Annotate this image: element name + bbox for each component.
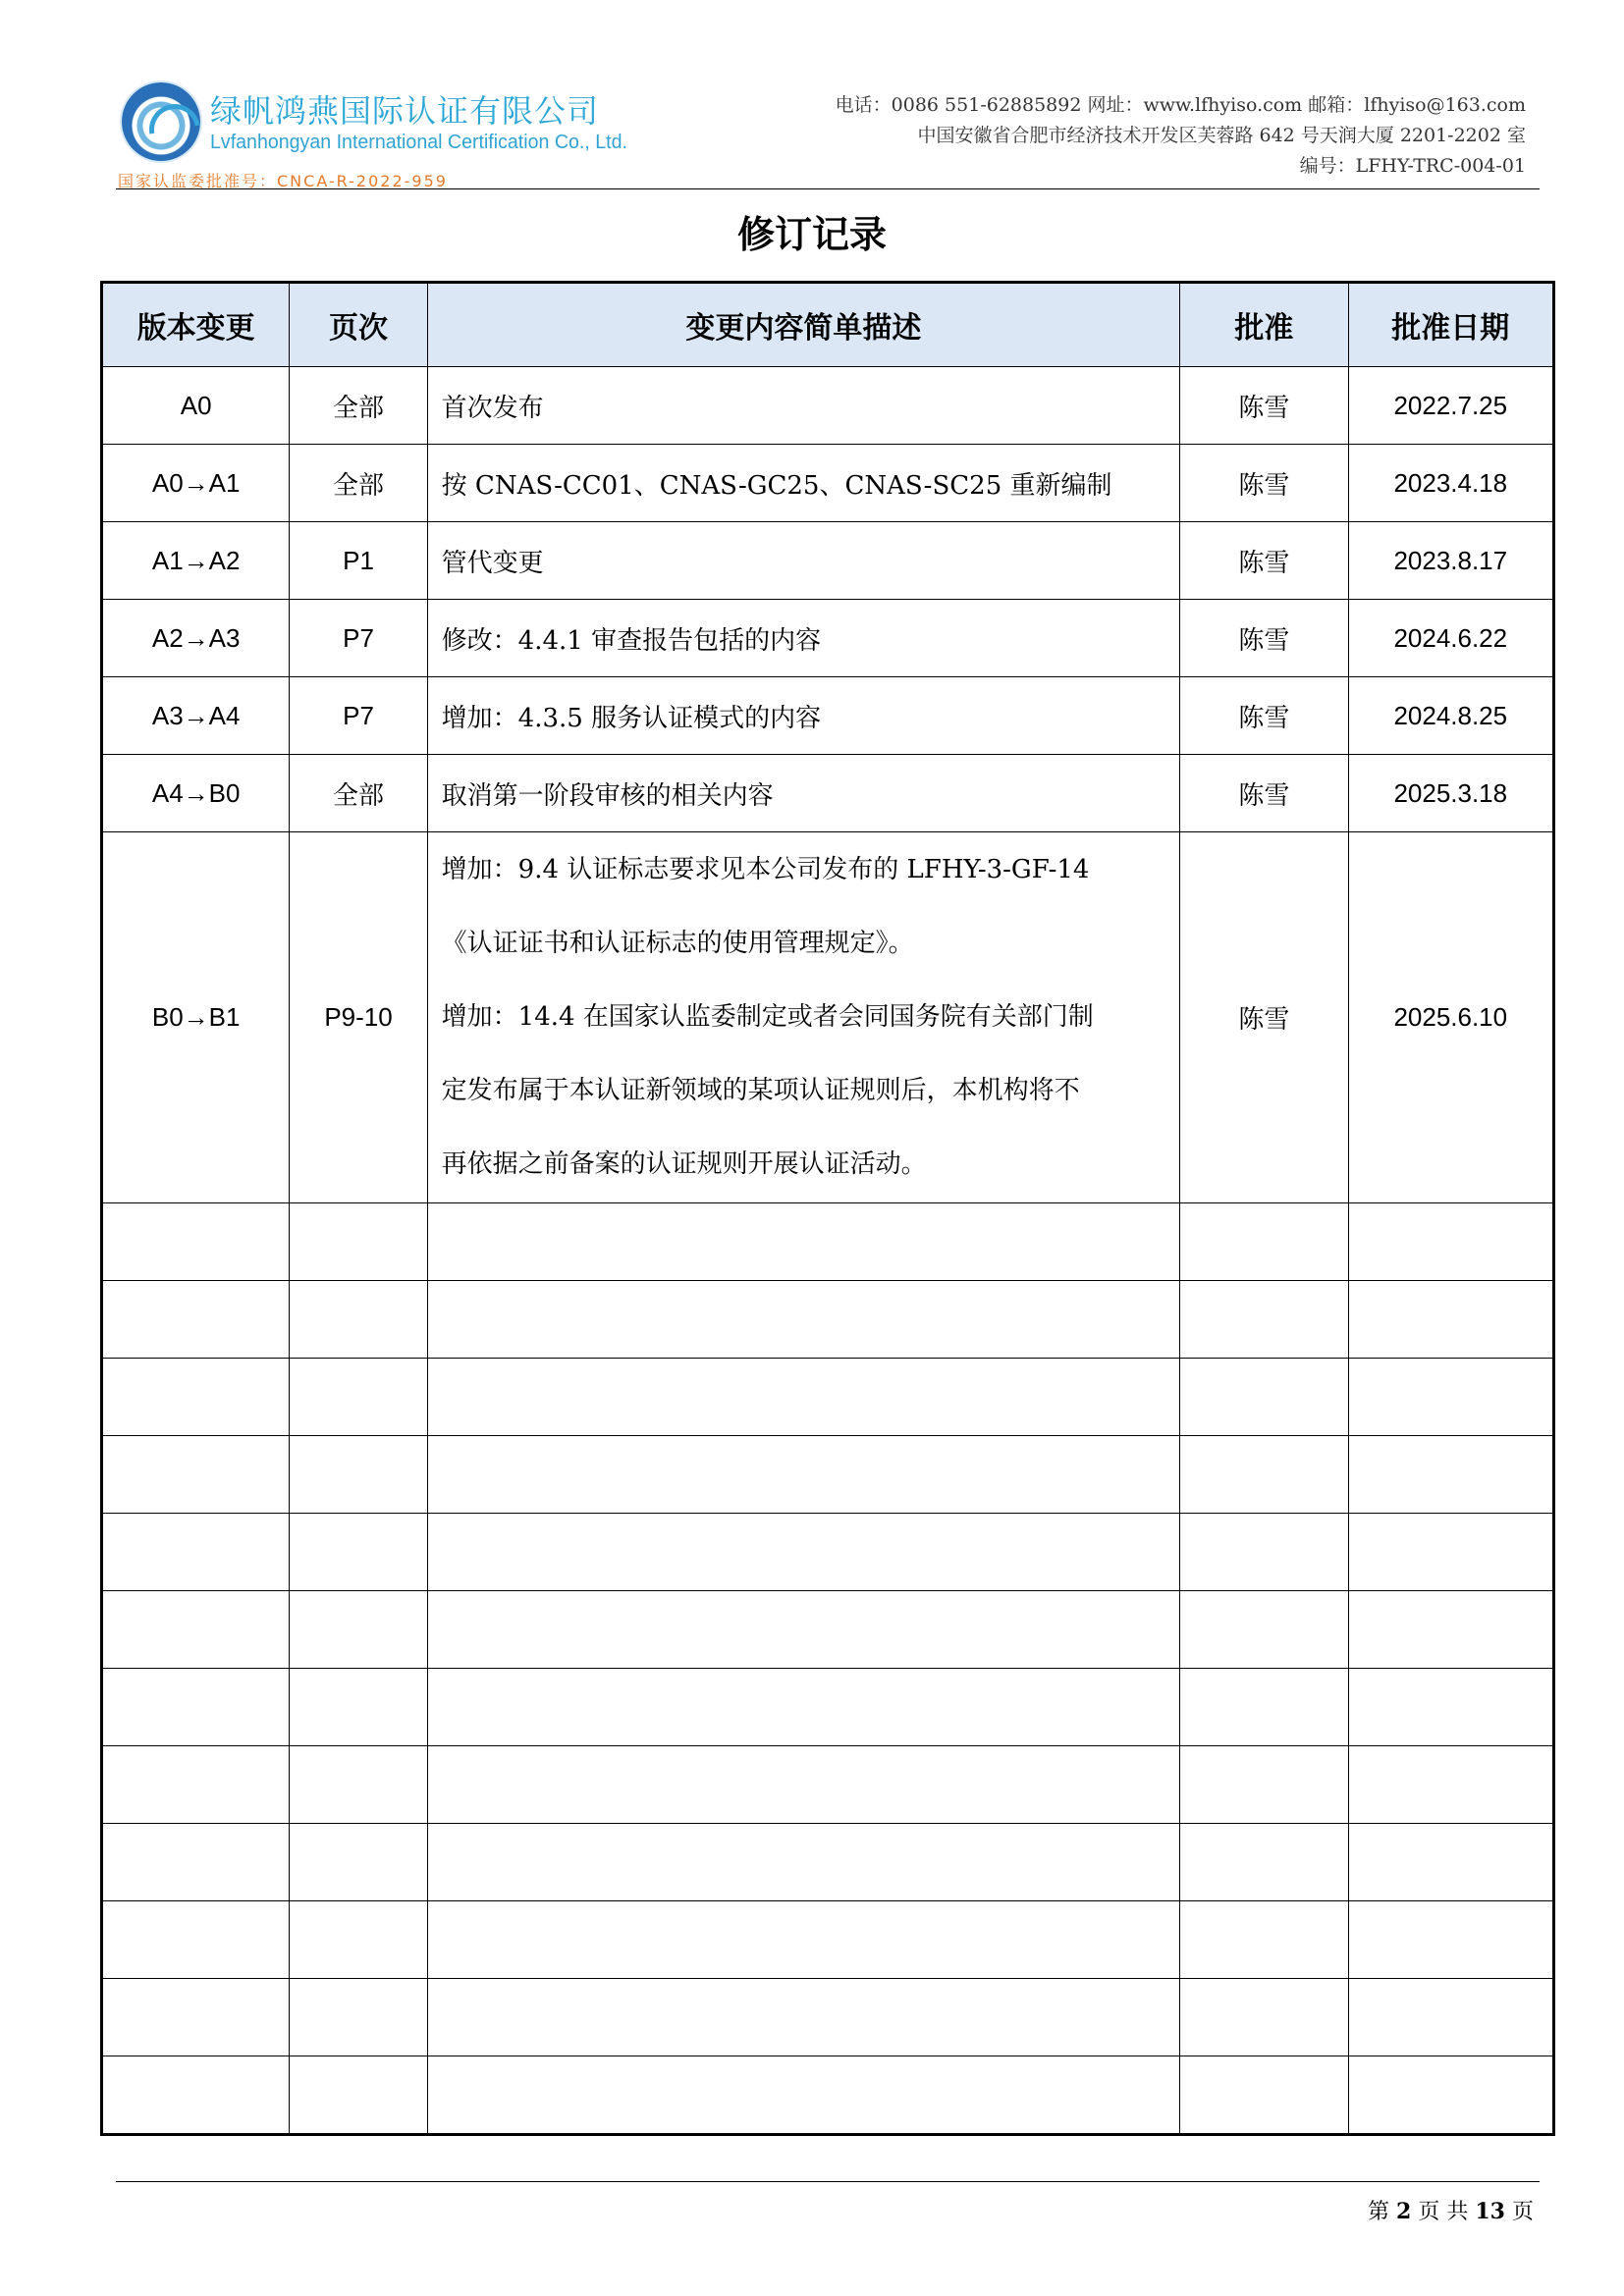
empty-row	[102, 1436, 1554, 1514]
description-line: 增加：14.4 在国家认监委制定或者会同国务院有关部门制	[441, 1002, 1094, 1032]
cell-version: A4→B0	[102, 755, 290, 832]
cell-date: 2022.7.25	[1348, 367, 1553, 445]
table-row	[102, 367, 1554, 445]
cell-version: A1→A2	[102, 522, 290, 600]
header-page: 页次	[290, 283, 427, 367]
cell-description: 按 CNAS-CC01、CNAS-GC25、CNAS-SC25 重新编制	[427, 445, 1180, 522]
cell-approver: 陈雪	[1180, 832, 1348, 1203]
company-logo	[116, 75, 627, 190]
description-line: 定发布属于本认证新领域的某项认证规则后，本机构将不	[441, 1076, 1080, 1105]
cell-date: 2025.6.10	[1348, 832, 1553, 1203]
document-code: 编号：LFHY-TRC-004-01	[1299, 155, 1526, 177]
cell-approver: 陈雪	[1180, 755, 1348, 832]
empty-row	[102, 1901, 1554, 1979]
company-name-en: Lvfanhongyan International Certification Co., Ltd.	[210, 132, 627, 153]
cell-page: P1	[290, 522, 427, 600]
cell-approver: 陈雪	[1180, 522, 1348, 600]
description-line: 再依据之前备案的认证规则开展认证活动。	[441, 1149, 927, 1179]
header-version: 版本变更	[102, 283, 290, 367]
approval-number: 国家认监委批准号：CNCA-R-2022-959	[118, 172, 448, 190]
cell-date: 2025.3.18	[1348, 755, 1553, 832]
empty-row	[102, 1359, 1554, 1436]
globe-emblem-icon	[122, 82, 200, 161]
description-line: 《认证证书和认证标志的使用管理规定》。	[441, 929, 914, 958]
cell-version: A0	[102, 367, 290, 445]
revision-table	[100, 281, 1555, 2136]
empty-row	[102, 1281, 1554, 1359]
cell-description: 首次发布	[427, 367, 1180, 445]
cell-date: 2023.8.17	[1348, 522, 1553, 600]
cell-version: A2→A3	[102, 600, 290, 677]
contact-block	[836, 90, 1526, 182]
contact-line-phone-web-email: 电话：0086 551-62885892 网址：www.lfhyiso.com 邮箱：lfhyiso@163.com	[835, 94, 1526, 116]
table-header-row	[102, 283, 1554, 367]
table-row-multiline	[102, 832, 1554, 1203]
current-page: 2	[1396, 2199, 1412, 2224]
cell-approver: 陈雪	[1180, 677, 1348, 755]
empty-row	[102, 1203, 1554, 1281]
header-divider	[116, 188, 1540, 189]
empty-row	[102, 1746, 1554, 1824]
header-approval-date: 批准日期	[1348, 283, 1553, 367]
cell-page: P9-10	[290, 832, 427, 1203]
cell-description: 增加：4.3.5 服务认证模式的内容	[427, 677, 1180, 755]
cell-page: P7	[290, 600, 427, 677]
header-approver: 批准	[1180, 283, 1348, 367]
page-suffix: 页	[1511, 2200, 1534, 2224]
page-middle: 页 共	[1418, 2200, 1469, 2224]
table-row	[102, 677, 1554, 755]
cell-page: P7	[290, 677, 427, 755]
empty-row	[102, 2056, 1554, 2135]
page-number	[1368, 2195, 1534, 2225]
table-row	[102, 445, 1554, 522]
empty-row	[102, 1514, 1554, 1591]
company-name-cn: 绿帆鸿燕国际认证有限公司	[210, 92, 600, 130]
cell-version: A3→A4	[102, 677, 290, 755]
table-row	[102, 522, 1554, 600]
description-line: 增加：9.4 认证标志要求见本公司发布的 LFHY-3-GF-14	[441, 855, 1090, 884]
cell-description	[427, 832, 1180, 1203]
cell-description: 管代变更	[427, 522, 1180, 600]
header-description: 变更内容简单描述	[427, 283, 1180, 367]
empty-row	[102, 1979, 1554, 2056]
cell-date: 2023.4.18	[1348, 445, 1553, 522]
cell-description: 修改：4.4.1 审查报告包括的内容	[427, 600, 1180, 677]
table-row	[102, 755, 1554, 832]
empty-row	[102, 1669, 1554, 1746]
cell-approver: 陈雪	[1180, 445, 1348, 522]
cell-page: 全部	[290, 755, 427, 832]
page-header	[116, 69, 1540, 190]
cell-date: 2024.6.22	[1348, 600, 1553, 677]
cell-approver: 陈雪	[1180, 367, 1348, 445]
contact-line-address: 中国安徽省合肥市经济技术开发区芙蓉路 642 号天润大厦 2201-2202 室	[917, 125, 1526, 146]
cell-date: 2024.8.25	[1348, 677, 1553, 755]
cell-approver: 陈雪	[1180, 600, 1348, 677]
cell-page: 全部	[290, 445, 427, 522]
cell-version: A0→A1	[102, 445, 290, 522]
empty-row	[102, 1824, 1554, 1901]
empty-row	[102, 1591, 1554, 1669]
footer-divider	[116, 2181, 1540, 2182]
cell-version: B0→B1	[102, 832, 290, 1203]
cell-page: 全部	[290, 367, 427, 445]
page-title: 修订记录	[736, 213, 887, 256]
table-row	[102, 600, 1554, 677]
total-pages: 13	[1475, 2199, 1505, 2224]
cell-description: 取消第一阶段审核的相关内容	[427, 755, 1180, 832]
page-prefix: 第	[1368, 2200, 1390, 2224]
